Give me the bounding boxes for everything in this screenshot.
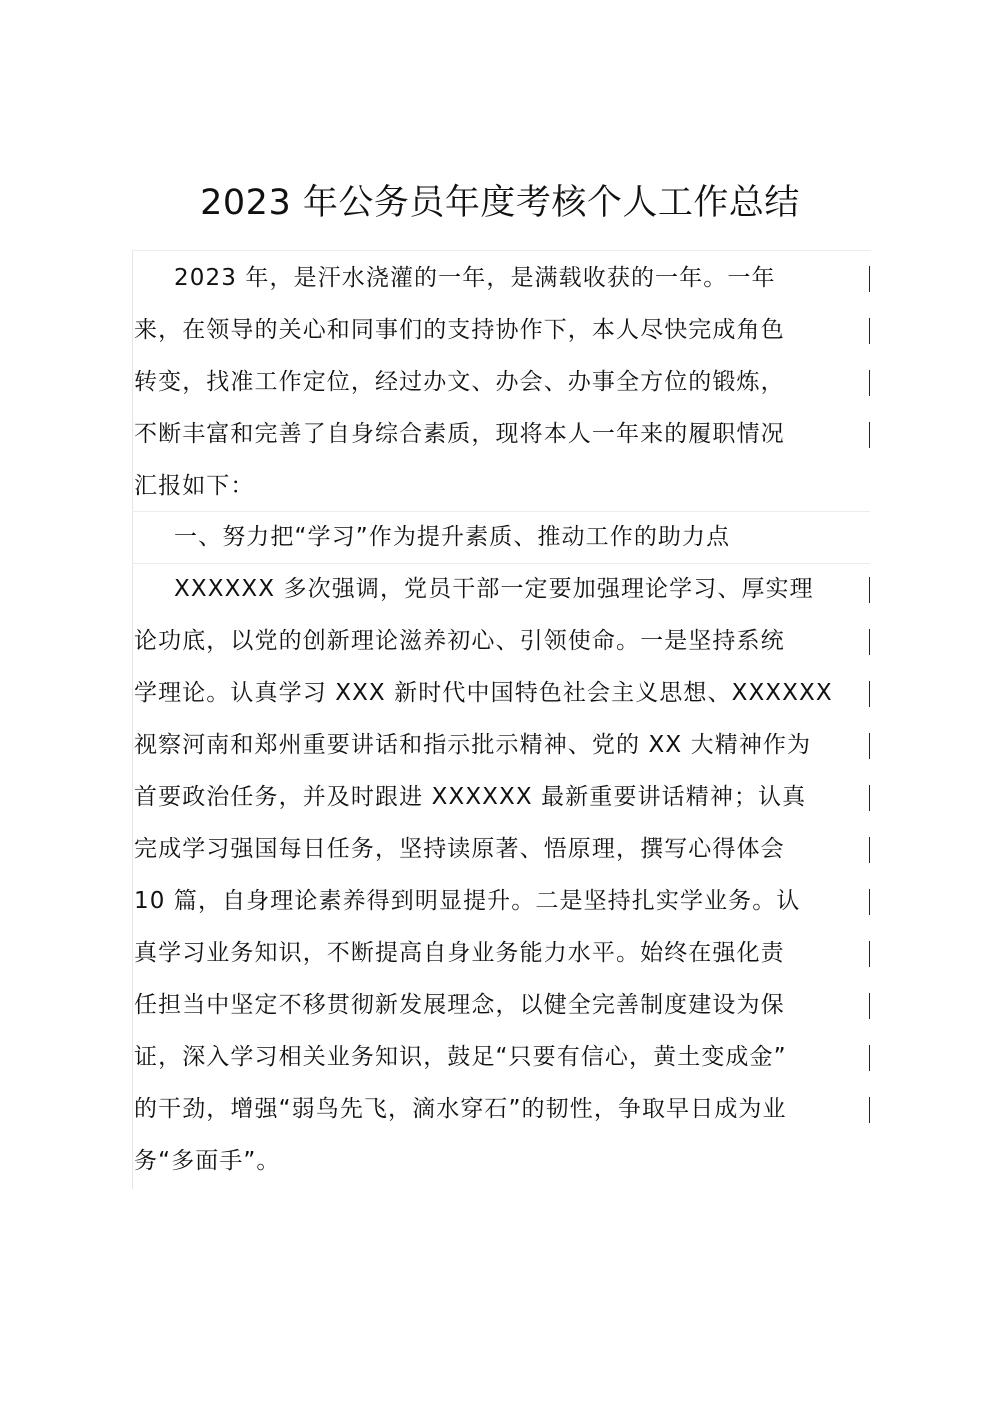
- paragraph-intro: [134, 252, 884, 512]
- text-line: 转变，找准工作定位，经过办文、办会、办事全方位的锻炼，: [134, 356, 884, 408]
- text-line: 不断丰富和完善了自身综合素质，现将本人一年来的履职情况: [134, 408, 884, 460]
- paragraph-section-one: [134, 563, 884, 1187]
- document-title: 2023 年公务员年度考核个人工作总结: [200, 183, 800, 223]
- text-line: 的干劲，增强“弱鸟先飞，滴水穿石”的韧性，争取早日成为业: [134, 1083, 884, 1135]
- text-line: 汇报如下：: [134, 473, 255, 499]
- text-line: 完成学习强国每日任务，坚持读原著、悟原理，撰写心得体会: [134, 823, 884, 875]
- text-line: 证，深入学习相关业务知识，鼓足“只要有信心，黄土变成金”: [134, 1031, 884, 1083]
- text-line: 真学习业务知识，不断提高自身业务能力水平。始终在强化责: [134, 927, 884, 979]
- text-line: 首要政治任务，并及时跟进 XXXXXX 最新重要讲话精神；认真: [134, 771, 884, 823]
- text-line: 务“多面手”。: [134, 1148, 281, 1174]
- text-line: 视察河南和郑州重要讲话和指示批示精神、党的 XX 大精神作为: [134, 719, 884, 771]
- text-line: 学理论。认真学习 XXX 新时代中国特色社会主义思想、XXXXXX: [134, 667, 884, 719]
- text-line: 论功底，以党的创新理论滋养初心、引领使命。一是坚持系统: [134, 615, 884, 667]
- heading-line: 一、努力把“学习”作为提升素质、推动工作的助力点: [174, 524, 731, 550]
- text-line: XXXXXX 多次强调，党员干部一定要加强理论学习、厚实理: [134, 563, 884, 615]
- text-line: 来，在领导的关心和同事们的支持协作下，本人尽快完成角色: [134, 304, 884, 356]
- section-heading: [134, 511, 884, 563]
- text-line: 任担当中坚定不移贯彻新发展理念，以健全完善制度建设为保: [134, 979, 884, 1031]
- text-line: 2023 年，是汗水浇灌的一年，是满载收获的一年。一年: [134, 252, 884, 304]
- text-line: 10 篇，自身理论素养得到明显提升。二是坚持扎实学业务。认: [134, 875, 884, 927]
